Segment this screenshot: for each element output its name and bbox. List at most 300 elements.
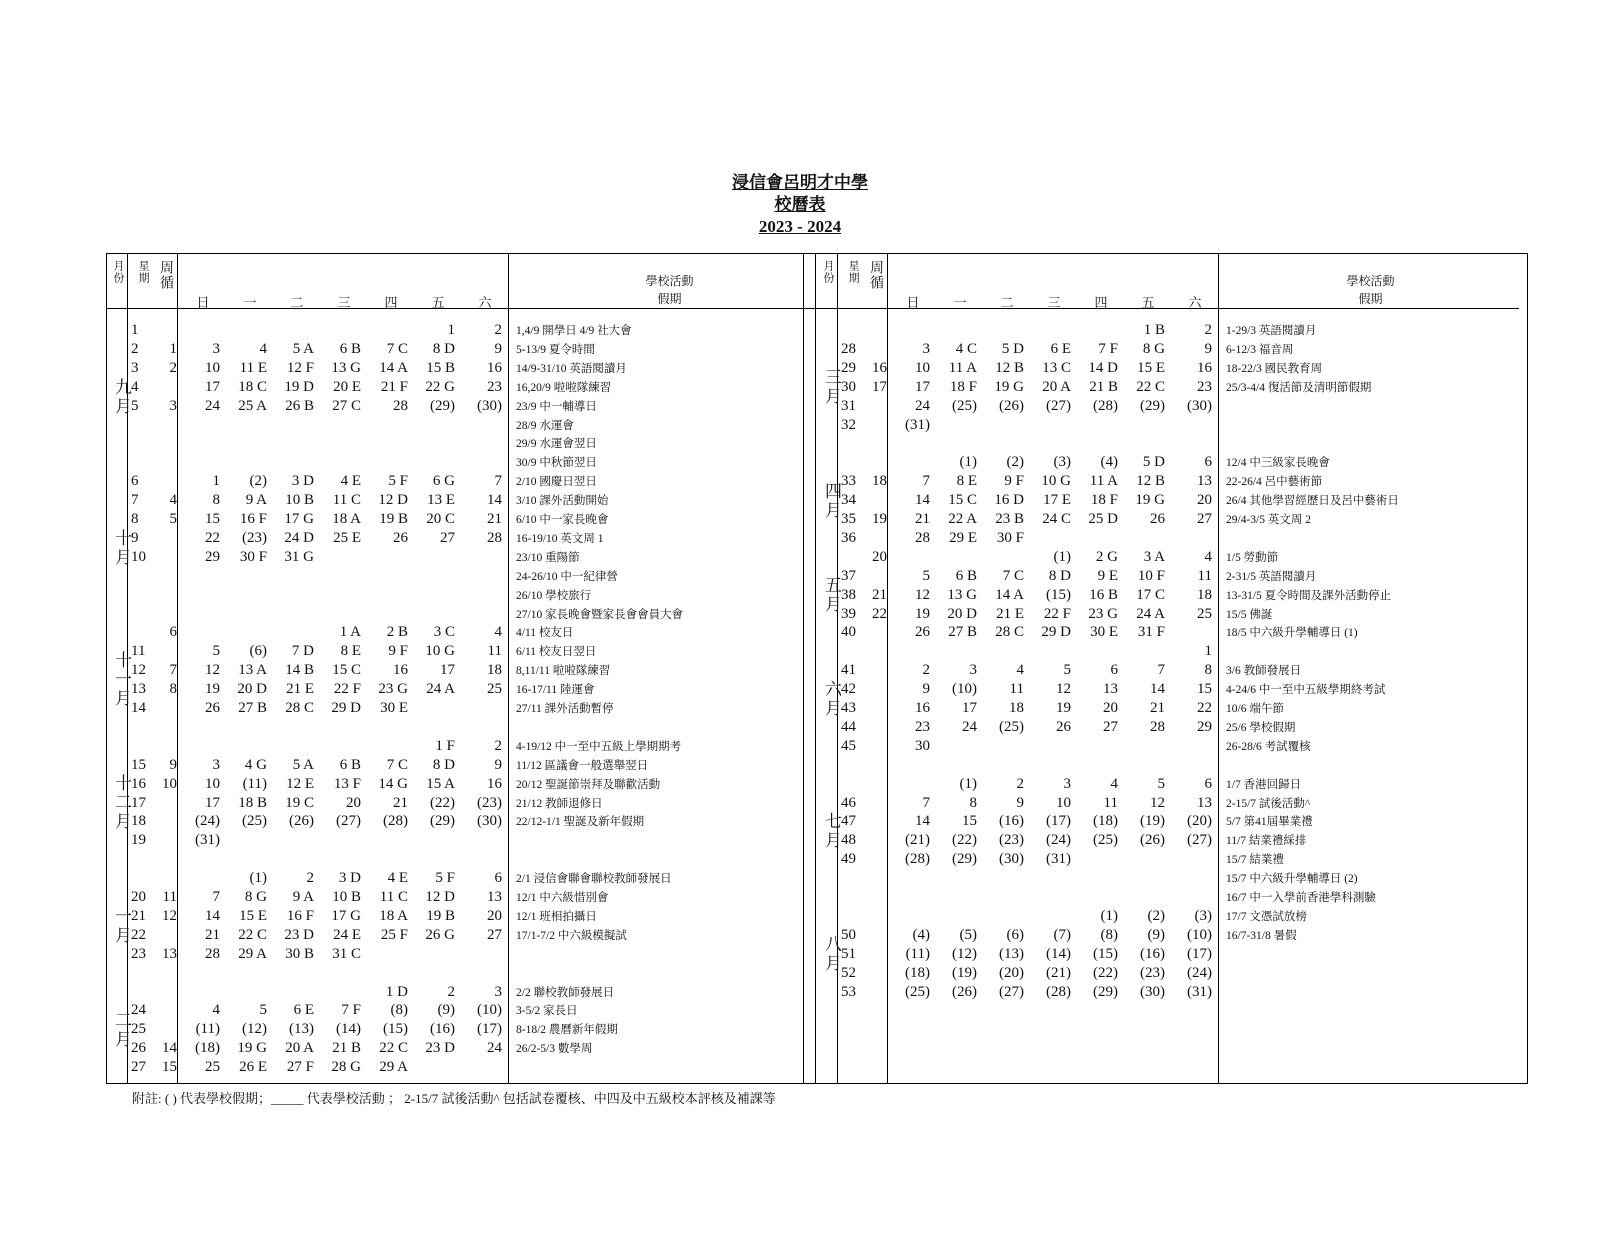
day-cell: 6 E — [293, 1002, 314, 1019]
day-cell: 28 — [915, 529, 930, 546]
week-number: 47 — [841, 813, 856, 830]
left-week-row — [131, 492, 181, 511]
left-activity: 3-5/2 家長日 — [516, 1005, 578, 1018]
right-week-row — [841, 454, 891, 473]
day-cell: 29 — [205, 548, 220, 565]
day-cell: 13 — [487, 889, 502, 905]
day-cell: 12 B — [995, 359, 1024, 376]
day-cell: (20) — [1187, 813, 1212, 830]
day-cell: 21 B — [1089, 378, 1118, 395]
day-cell: (15) — [383, 1021, 408, 1038]
day-cell: 27 B — [238, 700, 267, 716]
left-month-label: 十一月 — [112, 651, 131, 709]
week-number: 37 — [841, 567, 856, 584]
day-cell: (31) — [1187, 983, 1212, 1000]
day-cell: 4 E — [387, 870, 408, 887]
left-week-row — [131, 530, 181, 549]
day-cell: (24) — [195, 813, 220, 830]
day-cell: 30 E — [1090, 624, 1118, 641]
left-week-row — [131, 946, 181, 965]
week-number: 13 — [131, 681, 146, 698]
left-week-row — [131, 398, 181, 417]
left-activity: 12/1 班相拍攝日 — [516, 910, 597, 923]
day-cell: (26) — [999, 397, 1024, 414]
right-activity: 15/7 結業禮 — [1226, 854, 1284, 867]
left-header-activities: 學校活動 — [645, 274, 694, 288]
left-header-day: 二 — [290, 295, 304, 310]
cycle-number: 17 — [872, 378, 887, 395]
day-cell: 28 — [205, 945, 220, 962]
day-cell: 4 E — [340, 473, 361, 490]
day-cell: 10 F — [1137, 567, 1165, 584]
cycle-number: 8 — [169, 681, 177, 698]
day-cell: (1) — [959, 454, 977, 471]
right-header-day: 四 — [1094, 295, 1108, 310]
week-number: 8 — [131, 511, 139, 527]
day-cell: 19 G — [237, 1040, 267, 1057]
week-number: 44 — [841, 718, 856, 735]
day-cell: (3) — [1053, 454, 1071, 471]
left-week-row — [131, 549, 181, 568]
day-cell: (25) — [905, 983, 930, 1000]
left-week-row — [131, 700, 181, 719]
day-cell: (25) — [952, 397, 977, 414]
left-activity: 6/11 校友日翌日 — [516, 646, 597, 659]
day-cell: (2) — [1006, 454, 1024, 471]
day-cell: 3 D — [338, 870, 361, 887]
day-cell: 13 G — [331, 359, 361, 376]
left-activity: 11/12 區議會一般選舉翌日 — [516, 759, 649, 772]
day-cell: (5) — [959, 926, 977, 943]
day-cell: 9 F — [388, 643, 408, 660]
calendar-table — [106, 253, 1528, 1084]
week-number: 38 — [841, 586, 856, 603]
day-cell: (8) — [390, 1002, 408, 1019]
day-cell: 18 — [487, 662, 502, 679]
left-header-week: 星期 — [137, 260, 149, 284]
day-cell: 27 C — [332, 397, 361, 414]
day-cell: (24) — [1187, 964, 1212, 981]
right-week-row — [841, 757, 891, 776]
left-activity: 17/1-7/2 中六級模擬試 — [516, 929, 627, 942]
week-number: 49 — [841, 851, 856, 868]
left-activity: 23/10 重陽節 — [516, 551, 580, 564]
left-week-row — [131, 813, 181, 832]
day-cell: (10) — [1187, 926, 1212, 943]
day-cell: 1 B — [1143, 322, 1165, 338]
day-cell: 24 D — [284, 529, 314, 546]
right-week-row — [841, 360, 891, 379]
day-cell: (26) — [952, 983, 977, 1000]
school-name: 浸信會呂明才中學 — [732, 173, 868, 192]
day-cell: 3 — [1063, 775, 1071, 792]
right-week-row — [841, 927, 891, 946]
cycle-number: 5 — [169, 511, 177, 527]
title-block — [0, 172, 1600, 238]
day-cell: 3 A — [1143, 548, 1165, 565]
left-activity: 24-26/10 中一紀律營 — [516, 570, 618, 583]
left-week-row — [131, 662, 181, 681]
right-week-row — [841, 587, 891, 606]
day-cell: 10 B — [285, 492, 314, 509]
day-cell: 5 — [212, 643, 220, 660]
day-cell: 11 A — [1089, 473, 1118, 490]
day-cell: 14 A — [379, 359, 408, 376]
day-cell: 14 — [1150, 681, 1165, 698]
right-week-row — [841, 776, 891, 795]
day-cell: (11) — [905, 945, 930, 962]
left-activity: 2/10 國慶日翌日 — [516, 476, 597, 489]
right-activity: 25/6 學校假期 — [1226, 721, 1296, 734]
day-cell: 18 A — [379, 907, 408, 924]
day-cell: 19 — [205, 681, 220, 698]
day-cell: 7 C — [386, 340, 408, 357]
day-cell: 3 — [212, 756, 220, 773]
week-number: 50 — [841, 926, 856, 943]
day-cell: 24 — [962, 718, 977, 735]
left-activity: 26/2-5/3 數學周 — [516, 1043, 593, 1056]
left-activity: 8-18/2 農曆新年假期 — [516, 1024, 618, 1037]
left-activity: 16-19/10 英文周 1 — [516, 532, 604, 545]
left-activity: 21/12 教師退修日 — [516, 797, 603, 810]
day-cell: (1) — [1100, 907, 1118, 924]
day-cell: (18) — [905, 964, 930, 981]
half-separator — [803, 254, 804, 1083]
week-number: 7 — [131, 492, 139, 509]
day-cell: (28) — [1046, 983, 1071, 1000]
day-cell: 16 B — [1089, 586, 1118, 603]
day-cell: 6 B — [339, 340, 361, 357]
day-cell: 4 — [1110, 775, 1118, 792]
left-week-row — [131, 1021, 181, 1040]
day-cell: 23 D — [284, 926, 314, 943]
left-week-row — [131, 587, 181, 606]
footnote: 附註: ( ) 代表學校假期；_____ 代表學校活動 ； 2-15/7 試後活動^ 包括試卷覆核、中四及中五級校本評核及補課等 — [132, 1091, 776, 1106]
week-number: 40 — [841, 624, 856, 641]
day-cell: (29) — [1093, 983, 1118, 1000]
right-activity: 1-29/3 英語閱讀月 — [1226, 325, 1317, 337]
day-cell: 12 — [1150, 794, 1165, 811]
week-number: 36 — [841, 529, 856, 546]
day-cell: 23 — [915, 718, 930, 735]
left-activity: 1,4/9 開學日 4/9 社大會 — [516, 325, 632, 337]
day-cell: 11 C — [332, 492, 361, 509]
left-activity: 12/1 中六級惜別會 — [516, 892, 609, 904]
cycle-number: 7 — [169, 662, 177, 679]
day-cell: 17 — [915, 378, 930, 395]
day-cell: 28 — [1150, 718, 1165, 735]
day-cell: 14 G — [378, 775, 408, 792]
day-cell: 25 — [205, 1059, 220, 1076]
day-cell: 18 F — [1090, 492, 1118, 509]
right-header-day: 六 — [1188, 295, 1202, 310]
day-cell: 16 — [915, 700, 930, 716]
day-cell: (12) — [952, 945, 977, 962]
day-cell: 6 — [494, 870, 502, 887]
right-header-day: 三 — [1047, 295, 1061, 310]
day-cell: (23) — [477, 794, 502, 811]
day-cell: (6) — [1006, 926, 1024, 943]
week-number: 4 — [131, 378, 139, 395]
day-cell: 20 D — [237, 681, 267, 698]
left-activity: 22/12-1/1 聖誕及新年假期 — [516, 816, 645, 829]
day-cell: 19 B — [426, 907, 455, 924]
day-cell: 7 F — [341, 1002, 361, 1019]
right-activity: 3/6 教師發展日 — [1226, 665, 1302, 678]
day-cell: 17 — [205, 794, 220, 811]
day-cell: 17 C — [1136, 586, 1165, 603]
day-cell: 6 — [1204, 454, 1212, 471]
week-number: 31 — [841, 397, 856, 414]
left-month-label: 十月 — [112, 528, 131, 567]
day-cell: 4 G — [244, 756, 267, 773]
day-cell: (25) — [1093, 832, 1118, 849]
day-cell: 6 B — [339, 756, 361, 773]
left-header-holidays: 假期 — [657, 292, 682, 306]
day-cell: (29) — [952, 851, 977, 868]
day-cell: 20 A — [285, 1040, 314, 1057]
right-week-row — [841, 398, 891, 417]
right-activity: 6-12/3 福音周 — [1226, 343, 1294, 356]
week-number: 33 — [841, 473, 856, 490]
day-cell: 5 — [259, 1002, 267, 1019]
cycle-number: 22 — [872, 605, 887, 622]
right-header-day: 二 — [1000, 295, 1014, 310]
right-week-row — [841, 322, 891, 341]
right-activity: 2-15/7 試後活動^ — [1226, 797, 1311, 810]
day-cell: 23 G — [1088, 605, 1118, 622]
right-week-row — [841, 379, 891, 398]
day-cell: 9 E — [1097, 567, 1118, 584]
right-activity: 25/3-4/4 復活節及清明節假期 — [1226, 381, 1372, 394]
left-week-row — [131, 719, 181, 738]
day-cell: 31 G — [284, 548, 314, 565]
week-number: 42 — [841, 681, 856, 698]
right-header-cycle: 周循 — [868, 260, 883, 290]
day-cell: 5 — [922, 567, 930, 584]
day-cell: 21 — [393, 794, 408, 811]
left-activity: 5-13/9 夏令時間 — [516, 343, 595, 356]
right-month-label: 六月 — [822, 680, 841, 718]
right-week-row — [841, 530, 891, 549]
day-cell: 28 C — [285, 700, 314, 716]
day-cell: 21 — [487, 511, 502, 527]
day-cell: 22 A — [948, 511, 977, 527]
day-cell: (15) — [1093, 945, 1118, 962]
right-activity: 1/7 香港回歸日 — [1226, 778, 1302, 791]
right-week-row — [841, 435, 891, 454]
left-header-day: 三 — [337, 295, 351, 310]
left-week-row — [131, 417, 181, 436]
day-cell: 18 — [1009, 700, 1024, 716]
right-month-label: 八月 — [822, 935, 841, 974]
day-cell: (11) — [195, 1021, 220, 1038]
day-cell: 22 F — [1043, 605, 1071, 622]
day-cell: (22) — [952, 832, 977, 849]
right-week-row — [841, 643, 891, 662]
day-cell: 21 — [915, 511, 930, 527]
cycle-number: 14 — [162, 1040, 177, 1057]
right-activity: 15/5 佛誕 — [1226, 608, 1273, 621]
left-header-cycle: 周循 — [158, 260, 173, 290]
right-activity: 18-22/3 國民教育周 — [1226, 362, 1323, 375]
right-week-row — [841, 417, 891, 436]
week-number: 5 — [131, 397, 139, 414]
cycle-number: 13 — [162, 945, 177, 962]
day-cell: (31) — [195, 832, 220, 849]
day-cell: (28) — [383, 813, 408, 830]
week-number: 23 — [131, 945, 146, 962]
right-week-row — [841, 606, 891, 625]
day-cell: 5 F — [435, 870, 455, 887]
right-activity: 26/4 其他學習經歷日及呂中藝術日 — [1226, 495, 1399, 508]
day-cell: 19 G — [994, 378, 1024, 395]
left-activity: 2/1 浸信會聯會聯校教師發展日 — [516, 873, 672, 886]
week-number: 53 — [841, 983, 856, 1000]
cycle-number: 4 — [169, 492, 177, 509]
day-cell: 22 G — [425, 378, 455, 395]
day-cell: 14 — [915, 492, 930, 509]
day-cell: (4) — [912, 926, 930, 943]
day-cell: 3 — [212, 340, 220, 357]
day-cell: (21) — [1046, 964, 1071, 981]
right-activity: 18/5 中六級升學輔導日 (1) — [1226, 627, 1358, 640]
day-cell: 20 — [487, 907, 502, 924]
right-activity: 29/4-3/5 英文周 2 — [1226, 514, 1311, 526]
day-cell: 17 — [205, 378, 220, 395]
day-cell: (30) — [1140, 983, 1165, 1000]
right-week-row — [841, 965, 891, 984]
day-cell: 28 G — [331, 1059, 361, 1076]
day-cell: 3 D — [291, 473, 314, 490]
right-week-row — [841, 889, 891, 908]
right-activity: 2-31/5 英語閱讀月 — [1226, 570, 1317, 583]
day-cell: 16 F — [239, 511, 267, 527]
day-cell: 16 D — [994, 492, 1024, 509]
day-cell: 3 C — [433, 624, 455, 641]
day-cell: 15 — [962, 813, 977, 830]
day-cell: 11 — [487, 643, 502, 660]
day-cell: 15 C — [948, 492, 977, 509]
day-cell: 15 E — [1137, 359, 1165, 376]
day-cell: 8 D — [432, 756, 455, 773]
right-week-row — [841, 908, 891, 927]
day-cell: (9) — [1147, 926, 1165, 943]
week-number: 12 — [131, 662, 146, 679]
day-cell: 18 F — [949, 378, 977, 395]
week-number: 16 — [131, 775, 146, 792]
right-activity: 16/7-31/8 暑假 — [1226, 929, 1297, 942]
right-activity: 5/7 第41屆畢業禮 — [1226, 816, 1313, 829]
day-cell: 11 E — [239, 359, 267, 376]
day-cell: 6 G — [432, 473, 455, 490]
day-cell: 9 A — [292, 889, 314, 905]
day-cell: 24 A — [1136, 605, 1165, 622]
right-activity: 13-31/5 夏令時間及課外活動停止 — [1226, 589, 1392, 602]
day-cell: 18 C — [238, 378, 267, 395]
day-cell: 7 — [922, 473, 930, 490]
left-activity: 4/11 校友日 — [516, 627, 574, 640]
day-cell: (4) — [1100, 454, 1118, 471]
day-cell: (27) — [336, 813, 361, 830]
day-cell: (30) — [477, 813, 502, 830]
day-cell: (25) — [999, 718, 1024, 735]
day-cell: (26) — [289, 813, 314, 830]
left-header-day: 四 — [384, 295, 398, 310]
day-cell: 16 — [487, 359, 502, 376]
right-activity: 10/6 端午節 — [1226, 703, 1284, 715]
day-cell: 16 F — [286, 907, 314, 924]
day-cell: 10 G — [425, 643, 455, 660]
left-month-label: 十二月 — [112, 773, 131, 831]
day-cell: (3) — [1194, 907, 1212, 924]
day-cell: 16 — [393, 662, 408, 679]
day-cell: 23 D — [425, 1040, 455, 1057]
day-cell: 7 C — [386, 756, 408, 773]
right-activity: 12/4 中三級家長晚會 — [1226, 457, 1330, 470]
day-cell: 29 D — [331, 700, 361, 716]
day-cell: 13 — [1103, 681, 1118, 698]
day-cell: 26 — [1056, 718, 1071, 735]
day-cell: 10 — [205, 775, 220, 792]
day-cell: 2 B — [386, 624, 408, 641]
day-cell: 10 G — [1041, 473, 1071, 490]
day-cell: (17) — [477, 1021, 502, 1038]
day-cell: (27) — [1187, 832, 1212, 849]
day-cell: 6 — [1110, 662, 1118, 679]
cycle-number: 20 — [872, 548, 887, 565]
left-week-row — [131, 908, 181, 927]
day-cell: 12 F — [286, 359, 314, 376]
day-cell: 26 G — [425, 926, 455, 943]
day-cell: 25 A — [238, 397, 267, 414]
day-cell: 24 — [487, 1040, 502, 1057]
day-cell: 30 F — [996, 529, 1024, 546]
left-activity: 27/10 家長晚會暨家長會會員大會 — [516, 608, 684, 621]
day-cell: 2 — [494, 322, 502, 338]
day-cell: 15 — [1197, 681, 1212, 698]
left-week-row — [131, 473, 181, 492]
cycle-number: 11 — [162, 889, 177, 905]
week-number: 18 — [131, 813, 146, 830]
day-cell: (22) — [1093, 964, 1118, 981]
day-cell: 14 B — [285, 662, 314, 679]
right-week-row — [841, 832, 891, 851]
week-number: 52 — [841, 964, 856, 981]
day-cell: 8 D — [432, 340, 455, 357]
week-number: 15 — [131, 756, 146, 773]
day-cell: 28 C — [995, 624, 1024, 641]
calendar-title: 校曆表 — [774, 195, 826, 214]
left-week-row — [131, 965, 181, 984]
left-header-day: 六 — [478, 295, 492, 310]
left-activity: 30/9 中秋節翌日 — [516, 457, 597, 470]
day-cell: (8) — [1100, 926, 1118, 943]
left-week-row — [131, 643, 181, 662]
left-week-row — [131, 360, 181, 379]
right-month-label: 三月 — [822, 368, 841, 407]
day-cell: (19) — [1140, 813, 1165, 830]
day-cell: 27 — [440, 529, 455, 546]
left-week-row — [131, 851, 181, 870]
day-cell: 15 E — [239, 907, 267, 924]
day-cell: 29 A — [238, 945, 267, 962]
right-week-row — [841, 851, 891, 870]
left-month-label: 九月 — [112, 377, 131, 416]
left-header-day: 一 — [243, 295, 257, 310]
week-number: 27 — [131, 1059, 146, 1076]
day-cell: 17 E — [1043, 492, 1071, 509]
